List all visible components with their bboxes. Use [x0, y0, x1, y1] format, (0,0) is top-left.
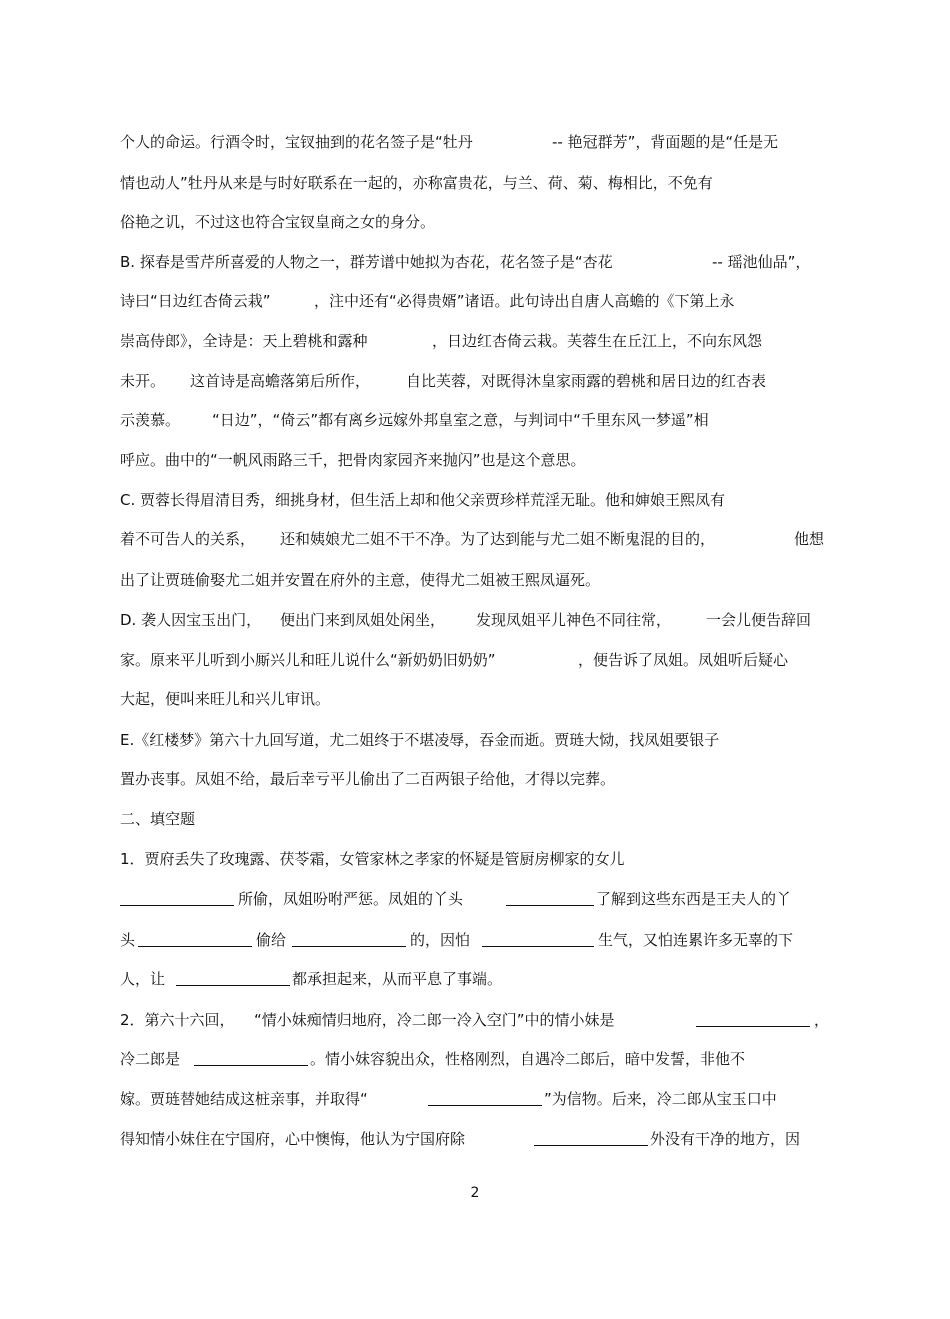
text-segment: 1．贾府丢失了玫瑰露、茯苓霜，女管家林之孝家的怀疑是管厨房柳家的女儿 — [120, 850, 625, 868]
page-number: 2 — [470, 1185, 480, 1201]
text-segment: 自比芙蓉，对既得沐皇家雨露的碧桃和居日边的红杏表 — [406, 372, 767, 390]
text-segment: 崇高侍郎》，全诗是：天上碧桃和露种 — [120, 332, 368, 350]
text-line — [120, 489, 726, 511]
text-segment: 一会儿便告辞回 — [706, 611, 812, 629]
fill-blank[interactable] — [482, 946, 594, 947]
text-segment: 生气，又怕连累许多无辜的下 — [598, 931, 794, 949]
text-line — [120, 609, 812, 631]
fill-blank[interactable] — [292, 946, 406, 947]
text-line — [120, 729, 720, 751]
fill-blank[interactable] — [506, 905, 594, 906]
text-line — [120, 688, 331, 710]
text-line — [120, 1048, 746, 1070]
text-segment: 俗艳之讥，不过这也符合宝钗皇商之女的身分。 — [120, 213, 436, 231]
text-line — [120, 1009, 830, 1031]
text-segment: ， — [814, 1011, 830, 1029]
fill-blank[interactable] — [176, 985, 290, 986]
text-line — [120, 449, 586, 471]
text-segment: 冷二郎是 — [120, 1050, 181, 1068]
text-line — [120, 528, 825, 550]
text-segment: 了解到这些东西是王夫人的丫 — [596, 890, 792, 908]
text-segment: 。情小妹容貌出众，性格刚烈，自遇冷二郎后，暗中发誓，非他不 — [310, 1050, 746, 1068]
text-segment: 的，因怕 — [410, 931, 471, 949]
fill-blank[interactable] — [138, 946, 252, 947]
text-segment: ，便告诉了凤姐。凤姐听后疑心 — [578, 651, 789, 669]
text-line — [120, 409, 709, 431]
fill-blank[interactable] — [534, 1145, 648, 1146]
text-segment: 偷给 — [256, 931, 287, 949]
text-segment: 二、填空题 — [120, 810, 196, 828]
text-line — [120, 251, 811, 273]
section-heading — [120, 808, 196, 830]
text-segment: 便出门来到凤姐处闲坐， — [280, 611, 446, 629]
text-segment: 未开。 — [120, 372, 166, 390]
text-segment: ，注中还有“必得贵婿”诸语。此句诗出自唐人高蟾的《下第上永 — [314, 292, 735, 310]
text-segment: “日边”，“倚云”都有离乡远嫁外邦皇室之意，与判词中“千里东风一梦遥”相 — [212, 411, 709, 429]
text-segment: 所偷，凤姐吩咐严惩。凤姐的丫头 — [238, 890, 464, 908]
text-segment: 头 — [120, 931, 136, 949]
text-line — [120, 768, 616, 790]
text-segment: 都承担起来，从而平息了事端。 — [292, 970, 503, 988]
text-segment: 他想 — [794, 530, 825, 548]
text-segment: -- 艳冠群芳”，背面题的是“任是无 — [552, 133, 779, 151]
text-line — [120, 968, 503, 990]
text-line — [120, 370, 767, 392]
text-segment: ”为信物。后来，冷二郎从宝玉口中 — [544, 1090, 777, 1108]
text-segment: 置办丧事。凤姐不给，最后幸亏平儿偷出了二百两银子给他，才得以完葬。 — [120, 770, 616, 788]
text-segment: 还和姨娘尤二姐不干不净。为了达到能与尤二姐不断鬼混的目的， — [280, 530, 716, 548]
text-segment: 示羡慕。 — [120, 411, 181, 429]
text-line — [120, 290, 735, 312]
text-segment: 2．第六十六回， — [120, 1011, 235, 1029]
text-line — [120, 1128, 801, 1150]
text-segment: 呼应。曲中的“一帆风雨路三千，把骨肉家园齐来抛闪”也是这个意思。 — [120, 451, 586, 469]
fill-blank[interactable] — [696, 1026, 810, 1027]
text-segment: 家。原来平儿听到小厮兴儿和旺儿说什么“新奶奶旧奶奶” — [120, 651, 496, 669]
text-segment: ，日边红杏倚云栽。芙蓉生在丘江上，不向东风怨 — [432, 332, 763, 350]
text-segment: C. 贾蓉长得眉清目秀，细挑身材，但生活上却和他父亲贾珍样荒淫无耻。他和婶娘王熙凤有 — [120, 491, 726, 509]
text-segment: 着不可告人的关系， — [120, 530, 256, 548]
text-line — [120, 131, 779, 153]
fill-blank[interactable] — [120, 905, 234, 906]
text-line — [120, 888, 792, 910]
text-line — [120, 172, 713, 194]
text-segment: E.《红楼梦》第六十九回写道，尤二姐终于不堪凌辱，吞金而逝。贾琏大恸，找凤姐要银子 — [120, 731, 720, 749]
fill-blank[interactable] — [428, 1105, 542, 1106]
text-segment: 外没有干净的地方，因 — [650, 1130, 801, 1148]
text-segment: D. 袭人因宝玉出门， — [120, 611, 262, 629]
text-segment: 发现凤姐平儿神色不同往常， — [476, 611, 672, 629]
text-line — [120, 848, 625, 870]
text-segment: 人，让 — [120, 970, 166, 988]
text-segment: 情也动人”牡丹从来是与时好联系在一起的，亦称富贵花，与兰、荷、菊、梅相比，不免有 — [120, 174, 713, 192]
text-line — [120, 330, 763, 352]
text-line — [120, 929, 794, 951]
text-line — [120, 1088, 777, 1110]
text-segment: 这首诗是高蟾落第后所作， — [190, 372, 371, 390]
text-line — [120, 211, 436, 233]
text-segment: 诗曰“日边红杏倚云栽” — [120, 292, 271, 310]
fill-blank[interactable] — [194, 1065, 308, 1066]
text-segment: “情小妹痴情归地府，冷二郎一冷入空门”中的情小妹是 — [254, 1011, 615, 1029]
text-segment: -- 瑶池仙品”， — [712, 253, 811, 271]
text-segment: 嫁。贾琏替她结成这桩亲事，并取得“ — [120, 1090, 368, 1108]
text-line — [120, 649, 789, 671]
text-line — [120, 569, 601, 591]
text-segment: 出了让贾琏偷娶尤二姐并安置在府外的主意，使得尤二姐被王熙凤逼死。 — [120, 571, 601, 589]
text-segment: 大起，便叫来旺儿和兴儿审讯。 — [120, 690, 331, 708]
text-segment: 得知情小妹住在宁国府，心中懊悔，他认为宁国府除 — [120, 1130, 466, 1148]
text-segment: 个人的命运。行酒令时，宝钗抽到的花名签子是“牡丹 — [120, 133, 473, 151]
text-segment: B. 探春是雪芹所喜爱的人物之一，群芳谱中她拟为杏花，花名签子是“杏花 — [120, 253, 613, 271]
